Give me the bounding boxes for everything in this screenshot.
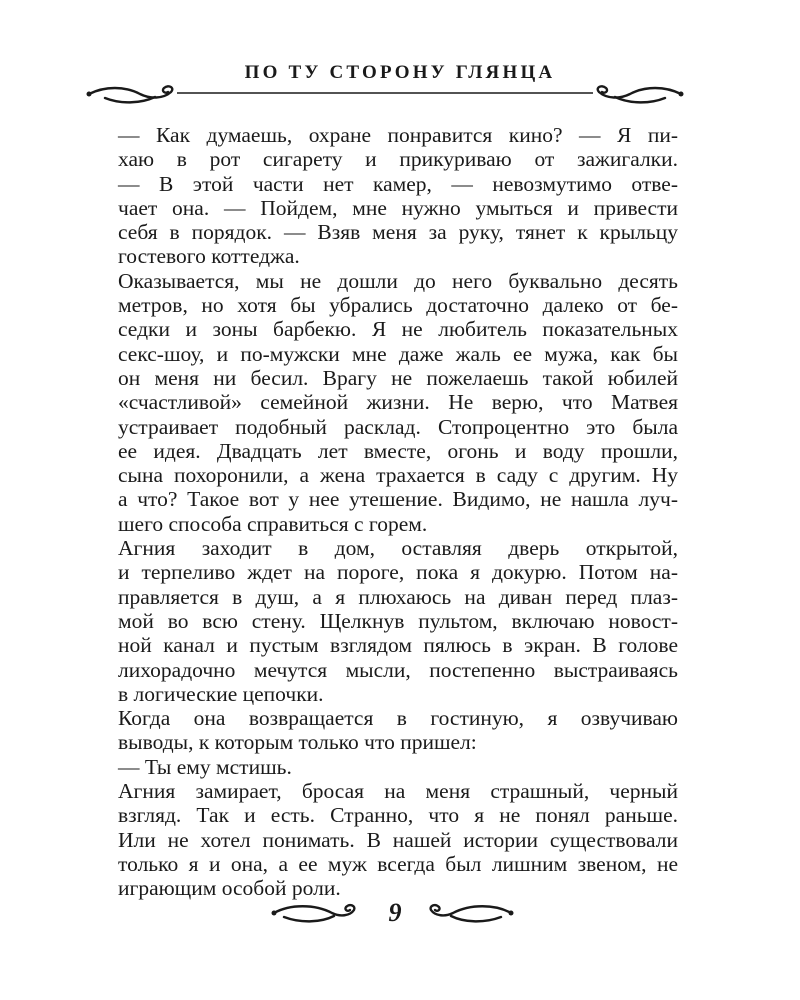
text-line: Или не хотел понимать. В нашей истории существовали xyxy=(118,827,678,852)
text-line: шего способа справиться с горем. xyxy=(118,511,428,536)
footer-right-flourish-icon xyxy=(425,898,515,928)
text-line: гостевого коттеджа. xyxy=(118,244,300,269)
text-line: Агния заходит в дом, оставляя дверь открытой, xyxy=(118,536,678,561)
text-line: ной канал и пустым взглядом пялюсь в экран. В голове xyxy=(118,633,678,658)
text-line: седки и зоны барбекю. Я не любитель показательных xyxy=(118,317,678,342)
text-line: секс-шоу, и по-мужски мне даже жаль ее мужа, как бы xyxy=(118,341,678,366)
text-line: он меня ни бесил. Врагу не пожелаешь такой юбилей xyxy=(118,365,678,390)
text-line: метров, но хотя бы убрались достаточно далеко от бе- xyxy=(118,293,678,318)
text-line: а что? Такое вот у нее утешение. Видимо, не нашла луч- xyxy=(118,487,678,512)
body-text xyxy=(118,123,678,901)
text-line: лихорадочно мечутся мысли, постепенно выстраиваясь xyxy=(118,657,678,682)
footer-left-flourish-icon xyxy=(270,898,360,928)
text-line: мой во всю стену. Щелкнув пультом, включаю новост- xyxy=(118,608,678,633)
text-line: и терпеливо ждет на пороге, пока я докурю. Потом на- xyxy=(118,560,678,585)
text-line: Оказывается, мы не дошли до него буквально десять xyxy=(118,268,678,293)
text-line: устраивает подобный расклад. Стопроцентно это была xyxy=(118,414,678,439)
text-line: — Ты ему мстишь. xyxy=(118,754,292,779)
text-line: Агния замирает, бросая на меня страшный, черный xyxy=(118,779,678,804)
text-line: Когда она возвращается в гостиную, я озвучиваю xyxy=(118,706,678,731)
page-number: 9 xyxy=(388,898,402,927)
text-line: выводы, к которым только что пришел: xyxy=(118,730,477,755)
text-line: правляется в душ, а я плюхаюсь на диван перед плаз- xyxy=(118,584,678,609)
text-line: «счастливой» семейной жизни. Не верю, что Матвея xyxy=(118,390,678,415)
text-line: сына похоронили, а жена трахается в саду с другим. Ну xyxy=(118,463,678,488)
text-line: — В этой части нет камер, — невозмутимо отве- xyxy=(118,171,678,196)
text-line: только я и она, а ее муж всегда был лишним звеном, не xyxy=(118,851,678,876)
running-title: ПО ТУ СТОРОНУ ГЛЯНЦА xyxy=(244,62,556,83)
text-line: ее идея. Двадцать лет вместе, огонь и воду прошли, xyxy=(118,438,678,463)
text-line: взгляд. Так и есть. Странно, что я не понял раньше. xyxy=(118,803,678,828)
text-line: в логические цепочки. xyxy=(118,681,324,706)
text-line: себя в порядок. — Взяв меня за руку, тянет к крыльцу xyxy=(118,220,678,245)
text-line: хаю в рот сигарету и прикуриваю от зажигалки. xyxy=(118,147,678,172)
text-line: играющим особой роли. xyxy=(118,876,341,901)
header-flourish-icon xyxy=(85,82,685,112)
text-line: — Как думаешь, охране понравится кино? — Я пи- xyxy=(118,123,678,147)
text-line: чает она. — Пойдем, мне нужно умыться и привести xyxy=(118,195,678,220)
